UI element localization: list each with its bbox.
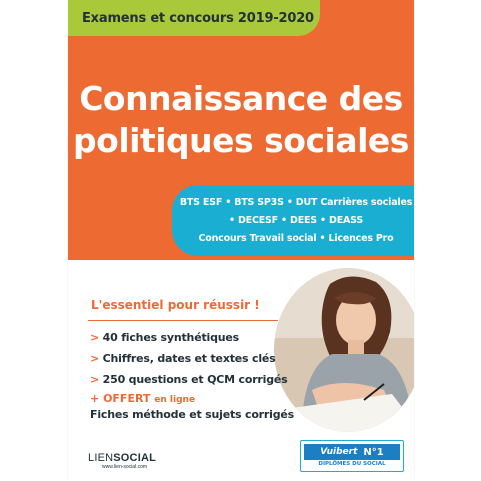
exam-banner-text: Examens et concours 2019-2020: [82, 10, 314, 26]
book-title-line-1: Connaissance des: [79, 79, 403, 118]
feature-item: [90, 348, 288, 369]
book-title: [68, 78, 414, 162]
exam-banner: [68, 0, 320, 36]
online-offer-detail: Fiches méthode et sujets corrigés: [90, 408, 294, 421]
plus-icon: +: [90, 392, 100, 405]
publisher-part-2: SOCIAL: [113, 452, 157, 464]
feature-item-text: 250 questions et QCM corrigés: [102, 373, 288, 386]
programs-line-1: BTS ESF • BTS SP3S • DUT Carrières sociales: [179, 197, 413, 208]
publisher-part-1: LIEN: [88, 452, 114, 464]
feature-list: [90, 327, 288, 390]
programs-line-2: • DECESF • DEES • DEASS: [228, 215, 363, 226]
feature-item-text: Chiffres, dates et textes clés: [102, 352, 276, 365]
feature-item-text: 40 fiches synthétiques: [102, 331, 239, 344]
essentiel-divider: [88, 320, 278, 321]
publisher-url: www.lien-social.com: [102, 464, 148, 470]
vuibert-badge-top: [304, 444, 400, 460]
offer-label: OFFERT: [103, 392, 151, 405]
vuibert-rank: N°1: [363, 446, 384, 458]
vuibert-subtitle: DIPLÔMES DU SOCIAL: [318, 461, 386, 467]
vuibert-badge: [300, 440, 404, 472]
book-title-line-2: politiques sociales: [73, 121, 409, 160]
essentiel-heading: L'essentiel pour réussir !: [91, 298, 260, 312]
book-cover: [68, 0, 414, 481]
vuibert-brand: Vuibert: [320, 447, 358, 457]
lien-social-wordmark: [88, 452, 156, 464]
lien-social-logo: [88, 452, 156, 470]
feature-item: [90, 369, 288, 390]
offer-suffix: en ligne: [154, 395, 196, 405]
chevron-right-icon: >: [90, 373, 100, 386]
programs-box: [172, 185, 414, 256]
chevron-right-icon: >: [90, 352, 100, 365]
online-offer: [90, 392, 294, 422]
feature-item: [90, 327, 288, 348]
online-offer-heading: [90, 392, 294, 407]
chevron-right-icon: >: [90, 331, 100, 344]
programs-line-3: Concours Travail social • Licences Pro: [198, 233, 394, 244]
